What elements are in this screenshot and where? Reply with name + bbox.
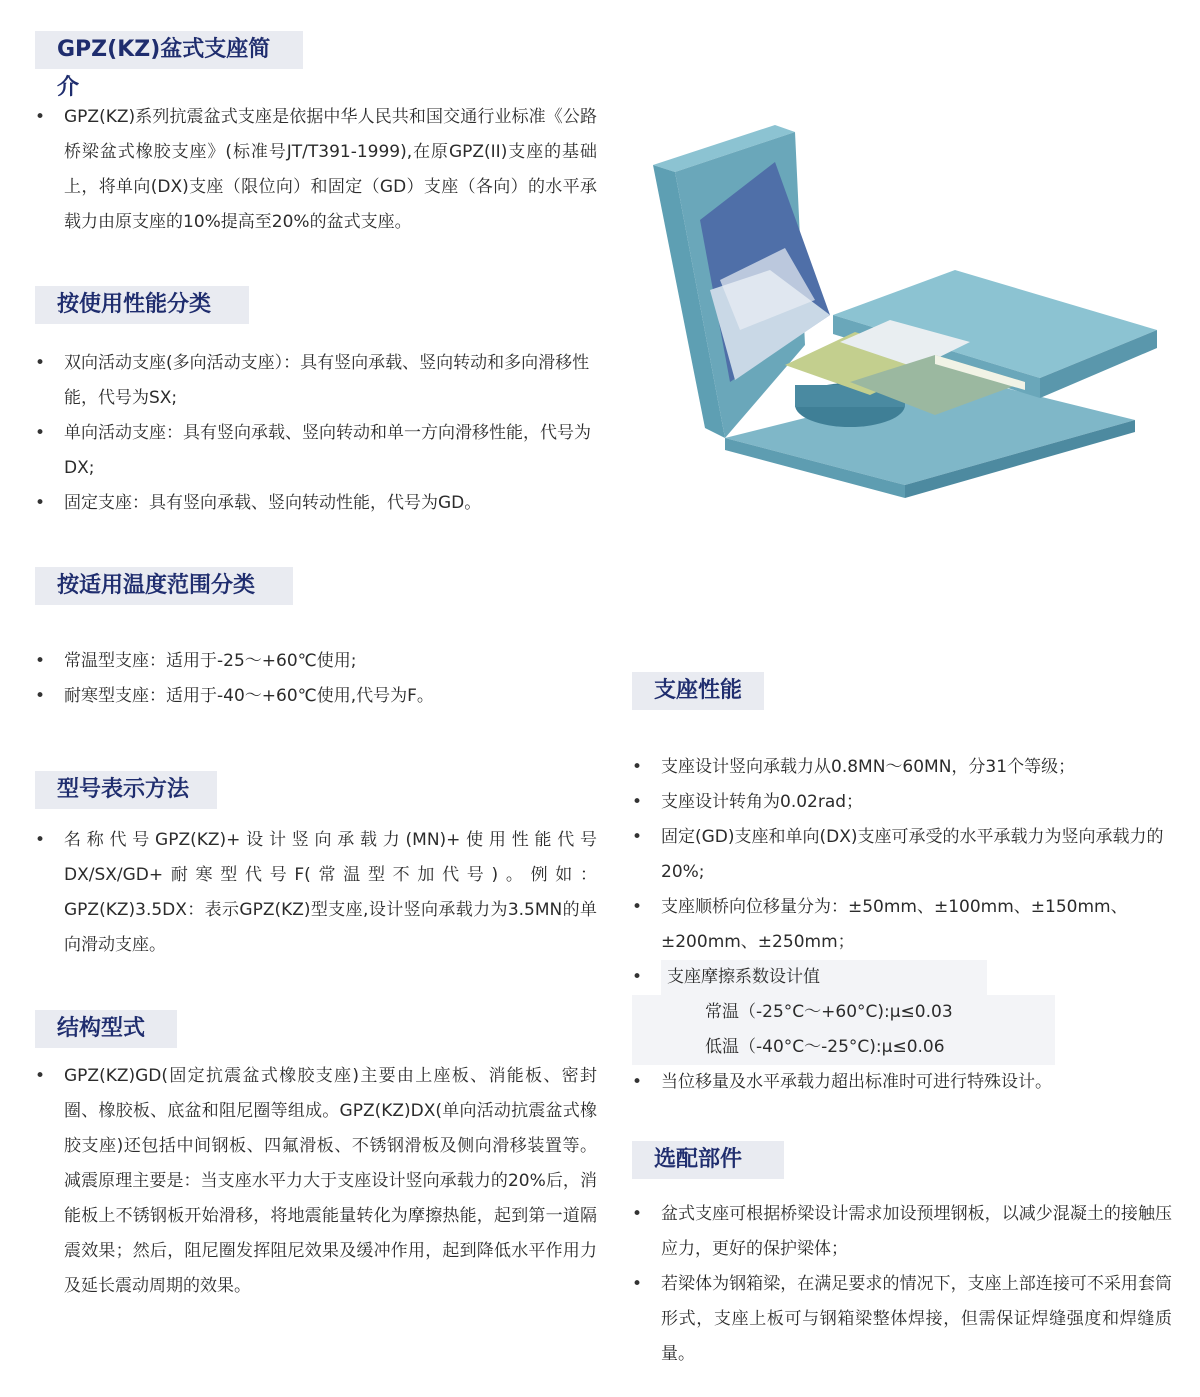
structure-list <box>35 1059 597 1304</box>
bearing-item-4: • 支座顺桥向位移量分为：±50mm、±100mm、±150mm、±200mm、±250mm； <box>632 890 1172 960</box>
heading-temperature-class: 按适用温度范围分类 <box>35 567 293 605</box>
heading-intro: GPZ(KZ)盆式支座简介 <box>35 31 303 69</box>
optional-parts-list <box>632 1197 1172 1372</box>
heading-structure: 结构型式 <box>35 1010 177 1048</box>
structure-item-1: • GPZ(KZ)GD(固定抗震盆式橡胶支座)主要由上座板、消能板、密封圈、橡胶板、底盆和阻尼圈等组成。GPZ(KZ)DX(单向活动抗震盆式橡胶支座)还包括中间钢板、四氟滑板、不锈钢滑板及侧向滑移装置等。减震原理主要是：当支座水平力大于支座设计竖向承载力的20%后，消能板上不锈钢板开始滑移，将地震能量转化为摩擦热能，起到第一道隔震效果；然后，阻尼圈发挥阻尼效果及缓冲作用，起到降低水平作用力及延长震动周期的效果。 <box>35 1059 597 1304</box>
bearing-item-3: • 固定(GD)支座和单向(DX)支座可承受的水平承载力为竖向承载力的20%; <box>632 820 1172 890</box>
model-notation-list <box>35 823 597 963</box>
heading-optional-parts: 选配部件 <box>632 1141 784 1179</box>
friction-normal: 常温（-25°C～+60°C):μ≤0.03 <box>632 995 1055 1030</box>
bearing-item-1: • 支座设计竖向承载力从0.8MN～60MN，分31个等级； <box>632 750 1172 785</box>
performance-item-3: • 固定支座：具有竖向承载、竖向转动性能，代号为GD。 <box>35 486 597 521</box>
heading-performance-class: 按使用性能分类 <box>35 286 249 324</box>
temperature-item-1: • 常温型支座：适用于-25～+60℃使用; <box>35 644 597 679</box>
friction-cold: 低温（-40°C～-25°C):μ≤0.06 <box>632 1030 1055 1065</box>
performance-item-2: • 单向活动支座：具有竖向承载、竖向转动和单一方向滑移性能，代号为DX; <box>35 416 597 486</box>
optional-item-2: • 若梁体为钢箱梁，在满足要求的情况下，支座上部连接可不采用套筒形式，支座上板可与钢箱梁整体焊接，但需保证焊缝强度和焊缝质量。 <box>632 1267 1172 1372</box>
intro-item-1: • GPZ(KZ)系列抗震盆式支座是依据中华人民共和国交通行业标准《公路桥梁盆式橡胶支座》(标准号JT/T391-1999),在原GPZ(II)支座的基础上，将单向(DX)支座（限位向）和固定（GD）支座（各向）的水平承载力由原支座的10%提高至20%的盆式支座。 <box>35 100 597 240</box>
heading-bearing-performance: 支座性能 <box>632 672 764 710</box>
bearing-item-2: • 支座设计转角为0.02rad； <box>632 785 1172 820</box>
bearing-item-last: • 当位移量及水平承载力超出标准时可进行特殊设计。 <box>632 1065 1172 1100</box>
intro-list <box>35 100 597 240</box>
performance-class-list <box>35 346 597 521</box>
model-notation-item-1: • 名称代号GPZ(KZ)+设计竖向承载力(MN)+使用性能代号DX/SX/GD+耐寒型代号F(常温型不加代号)。例如：GPZ(KZ)3.5DX：表示GPZ(KZ)型支座,设计竖向承载力为3.5MN的单向滑动支座。 <box>35 823 597 963</box>
bearing-performance-list <box>632 750 1172 1100</box>
friction-title: • 支座摩擦系数设计值 <box>661 960 987 995</box>
pot-bearing-illustration <box>645 120 1165 500</box>
temperature-item-2: • 耐寒型支座：适用于-40～+60℃使用,代号为F。 <box>35 679 597 714</box>
performance-item-1: • 双向活动支座(多向活动支座）：具有竖向承载、竖向转动和多向滑移性能，代号为SX; <box>35 346 597 416</box>
heading-model-notation: 型号表示方法 <box>35 771 217 809</box>
temperature-class-list <box>35 644 597 714</box>
optional-item-1: • 盆式支座可根据桥梁设计需求加设预埋钢板，以减少混凝土的接触压应力，更好的保护梁体； <box>632 1197 1172 1267</box>
bearing-item-friction <box>632 960 1172 1065</box>
